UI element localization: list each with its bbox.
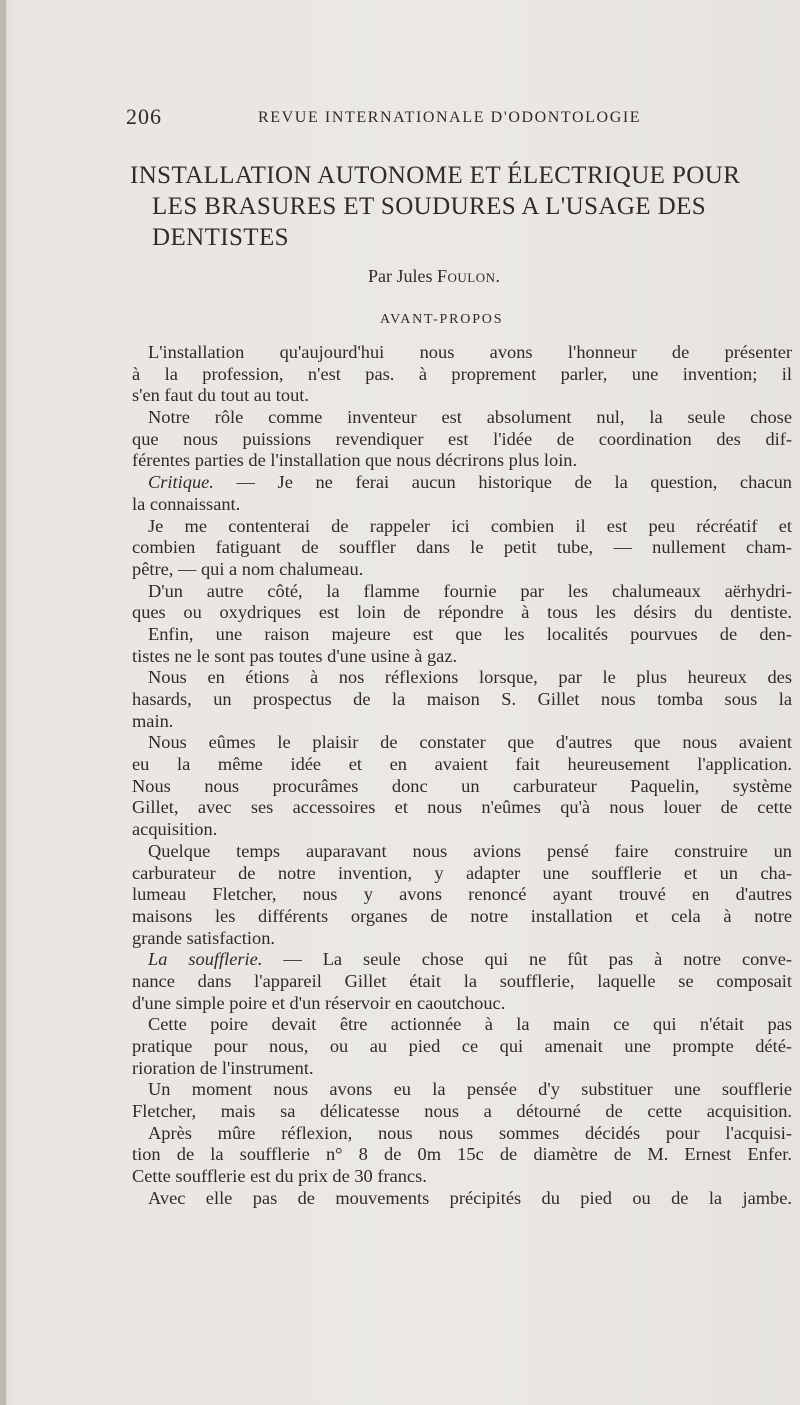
text-line: maisons les différents organes de notre installation et cela à notre [132, 905, 792, 926]
text-line [132, 472, 792, 494]
text-line: Cette soufflerie est du prix de 30 francs. [132, 1166, 427, 1187]
text-line: férentes parties de l'installation que nous décrirons plus loin. [132, 450, 578, 471]
text-line: Un moment nous avons eu la pensée d'y substituer une soufflerie [148, 1079, 792, 1100]
article-title [130, 160, 790, 253]
article-body [132, 342, 792, 1210]
text-line: acquisition. [132, 819, 218, 840]
italic-lead-critique: Critique. [148, 472, 214, 493]
title-line: LES BRASURES ET SOUDURES A L'USAGE DES [152, 193, 707, 220]
text-line: combien fatiguant de souffler dans le petit tube, — nullement cham- [132, 537, 792, 558]
text-line-rest: — Je ne ferai aucun historique de la question, chacun [236, 472, 792, 493]
text-line: d'une simple poire et d'un réservoir en caoutchouc. [132, 992, 506, 1013]
text-line: hasards, un prospectus de la maison S. Gillet nous tomba sous la [132, 689, 792, 709]
text-line: que nous puissions revendiquer est l'idée de coordination des dif- [132, 428, 792, 449]
text-line: à la profession, n'est pas. à proprement parler, une invention; il [132, 363, 792, 384]
page-edge-shadow [0, 0, 6, 1405]
text-line: Nous nous procurâmes donc un carburateur Paquelin, système [132, 775, 792, 796]
text-line: tion de la soufflerie n° 8 de 0m 15c de diamètre de M. Ernest Enfer. [132, 1144, 792, 1165]
text-line: rioration de l'instrument. [132, 1057, 314, 1078]
text-line: L'installation qu'aujourd'hui nous avons l'honneur de présenter [148, 342, 792, 362]
text-line: grande satisfaction. [132, 927, 275, 948]
text-line: la connaissant. [132, 493, 241, 514]
text-line: Quelque temps auparavant nous avions pensé faire construire un [148, 840, 792, 861]
text-line: lumeau Fletcher, nous y avons renoncé ayant trouvé en d'autres [132, 884, 792, 905]
text-line: Fletcher, mais sa délicatesse nous a détourné de cette acquisition. [132, 1101, 792, 1122]
text-line: Après mûre réflexion, nous nous sommes décidés pour l'acquisi- [148, 1122, 792, 1143]
journal-title: REVUE INTERNATIONALE D'ODONTOLOGIE [258, 109, 642, 126]
text-line: tistes ne le sont pas toutes d'une usine à gaz. [132, 645, 458, 666]
author-name: Foulon [437, 266, 496, 286]
text-line: carburateur de notre invention, y adapter une soufflerie et un cha- [132, 862, 792, 883]
title-line: DENTISTES [152, 224, 289, 251]
text-line: Gillet, avec ses accessoires et nous n'eûmes qu'à nous louer de cette [132, 797, 792, 818]
text-line: Cette poire devait être actionnée à la main ce qui n'était pas [148, 1014, 792, 1035]
running-head [126, 104, 786, 132]
byline [368, 266, 500, 287]
text-line: Notre rôle comme inventeur est absolument nul, la seule chose [148, 407, 792, 428]
title-line: INSTALLATION AUTONOME ET ÉLECTRIQUE POUR [130, 162, 741, 189]
text-line: Je me contenterai de rappeler ici combien il est peu récréatif et [148, 515, 792, 536]
text-line: pêtre, — qui a nom chalumeau. [132, 558, 364, 579]
text-line: Enfin, une raison majeure est que les localités pourvues de den- [148, 623, 792, 644]
text-line: pratique pour nous, ou au pied ce qui amenait une prompte dété- [132, 1036, 792, 1056]
text-line: Avec elle pas de mouvements précipités du pied ou de la jambe. [148, 1187, 792, 1208]
byline-suffix: . [495, 266, 501, 286]
byline-prefix: Par Jules [368, 266, 433, 286]
text-line: eu la même idée et en avaient fait heureusement l'application. [132, 754, 792, 775]
text-line [132, 949, 792, 971]
text-line: D'un autre côté, la flamme fournie par les chalumeaux aërhydri- [148, 580, 792, 601]
text-line: s'en faut du tout au tout. [132, 385, 309, 406]
text-line: ques ou oxydriques est loin de répondre à tous les désirs du dentiste. [132, 602, 792, 623]
text-line: main. [132, 710, 174, 731]
text-line: Nous eûmes le plaisir de constater que d'autres que nous avaient [148, 732, 792, 753]
section-heading: AVANT-PROPOS [380, 312, 504, 327]
page-number: 206 [126, 104, 162, 129]
italic-lead-soufflerie: La soufflerie. [148, 949, 263, 970]
text-line-rest: — La seule chose qui ne fût pas à notre conve- [283, 949, 792, 970]
text-line: nance dans l'appareil Gillet était la soufflerie, laquelle se composait [132, 970, 792, 991]
text-line: Nous en étions à nos réflexions lorsque, par le plus heureux des [148, 667, 792, 688]
